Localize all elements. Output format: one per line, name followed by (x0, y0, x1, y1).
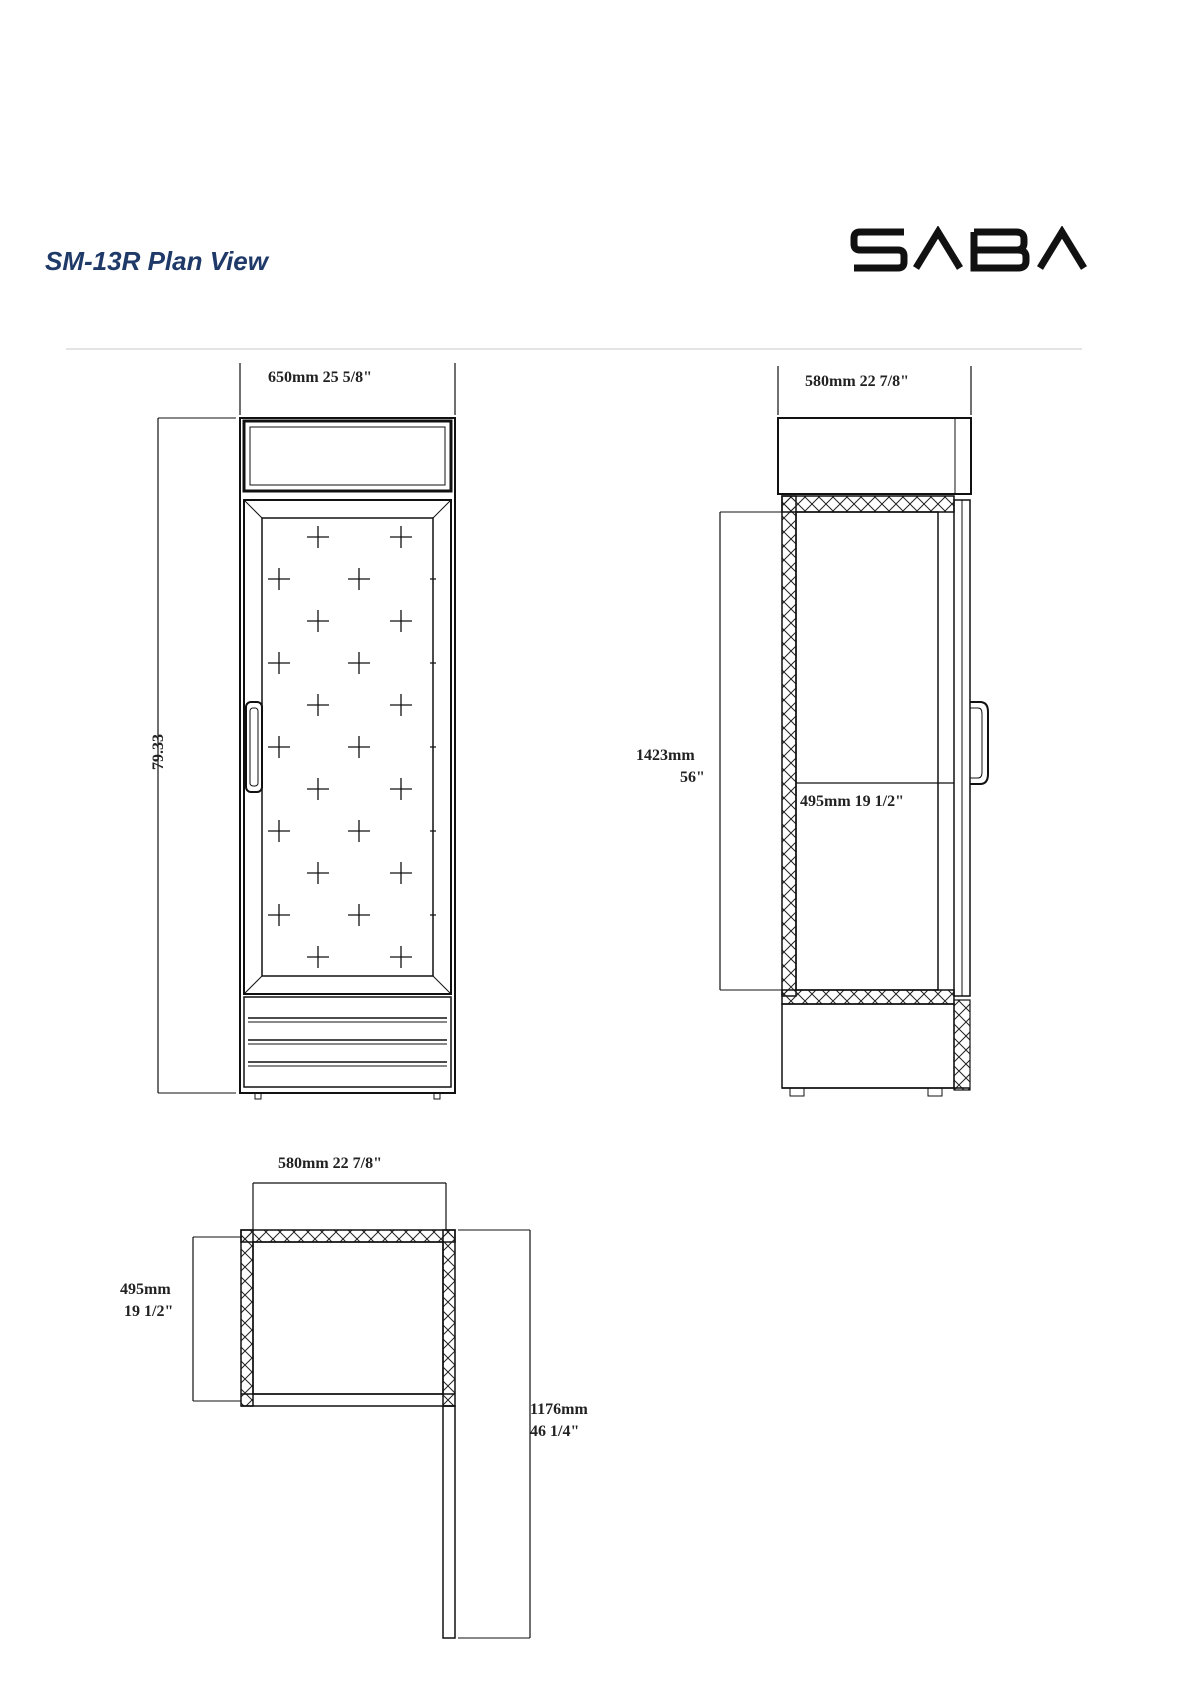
side-base-grille (954, 1000, 970, 1090)
plan-interior-depth-dimension (120, 1237, 241, 1401)
side-depth-dimension (778, 366, 971, 415)
side-base-compartment (782, 1004, 954, 1088)
front-width-dimension (240, 363, 455, 415)
plan-interior-depth-mm: 495mm (120, 1281, 171, 1298)
front-width-label: 650mm 25 5/8" (268, 369, 372, 386)
front-cabinet-outline (240, 418, 455, 1093)
plan-back-wall (241, 1230, 455, 1242)
plan-interior-depth-in: 19 1/2" (124, 1303, 174, 1320)
front-height-dimension (150, 418, 236, 1093)
side-foot-left (790, 1088, 804, 1096)
side-door-handle-inner (970, 708, 982, 778)
side-bottom-wall (782, 990, 954, 1004)
side-foot-right (928, 1088, 942, 1096)
front-glass-crosses (268, 526, 436, 968)
plan-door-swing-dimension (458, 1230, 588, 1638)
side-depth-label: 580mm 22 7/8" (805, 373, 909, 390)
side-sign-box (778, 418, 971, 494)
side-back-wall (782, 496, 796, 996)
side-interior-depth-label: 495mm 19 1/2" (800, 793, 904, 810)
side-interior-height-in: 56" (680, 769, 705, 786)
plan-left-wall (241, 1230, 253, 1406)
front-door-handle-inner (250, 708, 258, 786)
side-door-handle (970, 702, 988, 784)
front-door-handle (246, 702, 262, 792)
front-height-label: 79.33 (150, 734, 167, 770)
plan-right-wall (443, 1230, 455, 1406)
plan-door-swing-mm: 1176mm (530, 1401, 588, 1418)
plan-depth-dimension (253, 1155, 446, 1230)
page-title: SM-13R Plan View (45, 246, 268, 276)
front-view (150, 363, 455, 1099)
front-lower-grille (244, 997, 451, 1087)
side-interior-height-dimension (636, 512, 782, 990)
plan-open-door (443, 1406, 455, 1638)
side-top-wall (782, 496, 954, 512)
plan-door-swing-in: 46 1/4" (530, 1423, 580, 1440)
front-sign-inner (250, 427, 445, 485)
side-view (636, 366, 988, 1096)
plan-depth-label: 580mm 22 7/8" (278, 1155, 382, 1172)
side-interior-cavity (796, 512, 938, 990)
plan-interior (253, 1242, 443, 1394)
plan-view (120, 1155, 588, 1638)
front-sign-panel (244, 421, 451, 491)
side-interior-height-mm: 1423mm (636, 747, 695, 764)
